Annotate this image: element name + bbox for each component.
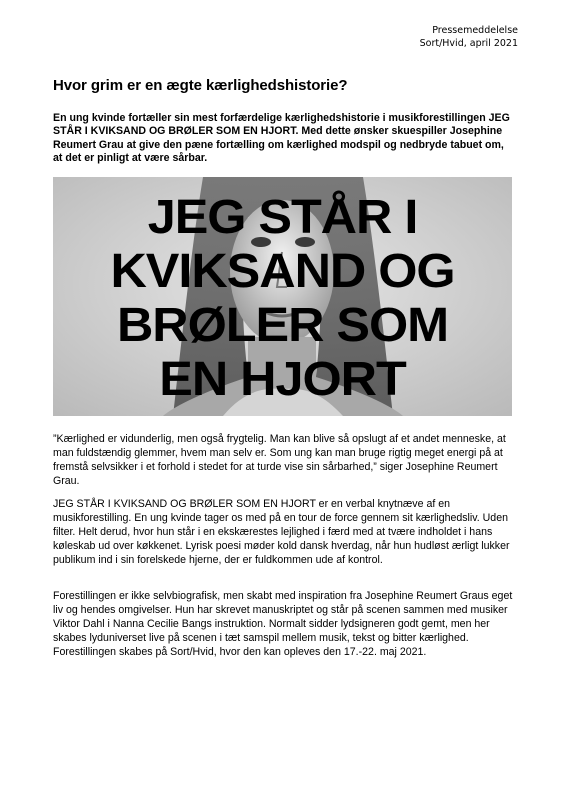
quote-paragraph: ”Kærlighed er vidunderlig, men også frygtelig. Man kan blive så opslugt af et andet menneske, at man fuldstændig glemmer, hvem man selv er. Som ung kan man bruge rigtig meget energi på at fremstå selvsikker i et forhold i stedet for at turde vise sin sårbarhed,” siger Josephine Reumert Grau.: [53, 433, 506, 487]
hero-title-line: JEG STÅR I: [147, 191, 418, 244]
dateline: Sort/Hvid, april 2021: [419, 38, 518, 49]
page-title: Hvor grim er en ægte kærlighedshistorie?: [53, 77, 348, 94]
body-paragraph: Forestillingen er ikke selvbiografisk, men skabt med inspiration fra Josephine Reumert Graus eget liv og hendes omgivelser. Hun har skrevet manuskriptet og står på scenen sammen med musiker Viktor Dahl i Nanna Cecilie Bangs instruktion. Normalt sidder lydsigneren godt gemt, men her skabes lyduniverset live på scenen i tæt samspil mellem musik, tekst og bitter kærlighed. Forestillingen skabes på Sort/Hvid, hvor den kan opleves den 17.-22. maj 2021.: [53, 590, 513, 658]
hero-title: [53, 191, 512, 407]
hero-title-line: KVIKSAND OG: [110, 245, 455, 298]
hero-image: [53, 177, 512, 416]
body-paragraph: JEG STÅR I KVIKSAND OG BRØLER SOM EN HJORT er en verbal knytnæve af en musikforestilling. En ung kvinde tager os med på en tour de force gennem sit kærlighedsliv. Uden filter. Helt derud, hvor hun står i en ekskærestes lejlighed i færd med at tvære indholdet i hans køleskab ud over køkkenet. Lyrisk poesi møder kold dansk hverdag, når hun hudløst ærligt lukker publikum ind i sin forelskede hjerne, der er fuldkommen ude af kontrol.: [53, 498, 510, 566]
header-meta: [420, 24, 518, 50]
hero-title-line: BRØLER SOM: [116, 299, 449, 352]
lead-paragraph: En ung kvinde fortæller sin mest forfærdelige kærlighedshistorie i musikforestillingen JEG STÅR I KVIKSAND OG BRØLER SOM EN HJORT. Med dette ønsker skuespiller Josephine Reumert Grau at give den pæne fortælling om kærlighed modspil og nedbryde tabuet om, at det er pinligt at være sårbar.: [53, 112, 510, 165]
document-type-label: Pressemeddelelse: [432, 25, 518, 36]
hero-title-line: EN HJORT: [159, 353, 406, 406]
